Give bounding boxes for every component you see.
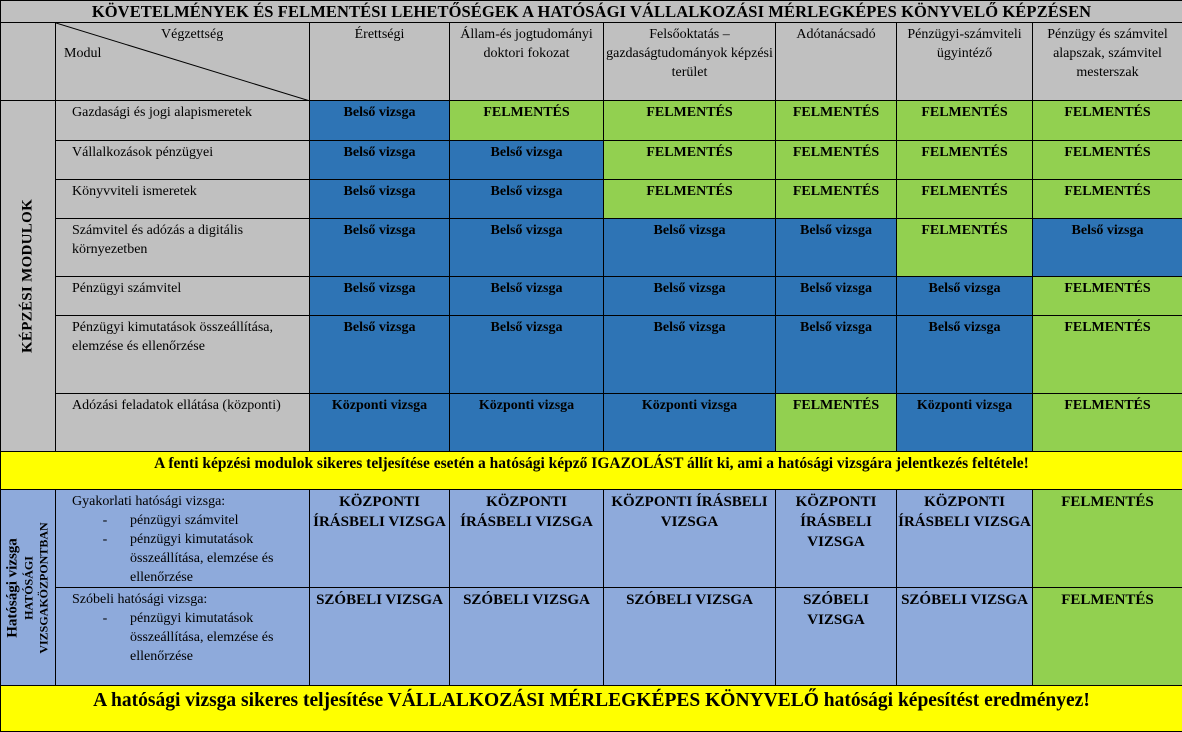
header-corner-bottom-label: Modul <box>64 44 101 63</box>
oral-exam-description <box>56 588 310 686</box>
column-header-felsooktatas: Felsőoktatás – gazdaságtudományok képzési terület <box>604 23 776 101</box>
requirement-cell: Belső vizsga <box>604 316 776 394</box>
exam-requirement-cell: SZÓBELI VIZSGA <box>776 588 897 686</box>
requirement-cell: FELMENTÉS <box>604 101 776 141</box>
requirement-cell: Belső vizsga <box>450 180 604 219</box>
requirement-cell: Központi vizsga <box>310 394 450 452</box>
result-notice: A hatósági vizsga sikeres teljesítése VÁLLALKOZÁSI MÉRLEGKÉPES KÖNYVELŐ hatósági képesítést eredményez! <box>1 686 1182 732</box>
requirement-cell: Központi vizsga <box>897 394 1033 452</box>
requirement-cell: FELMENTÉS <box>897 101 1033 141</box>
exam-bullet: - pénzügyi kimutatások összeállítása, elemzése és ellenőrzése <box>72 530 303 587</box>
requirement-cell: FELMENTÉS <box>897 180 1033 219</box>
exam-requirement-cell: KÖZPONTI ÍRÁSBELI VIZSGA <box>776 490 897 588</box>
requirement-cell: Belső vizsga <box>310 141 450 180</box>
header-corner-top-label: Végzettség <box>161 25 223 44</box>
exam-requirement-cell: SZÓBELI VIZSGA <box>897 588 1033 686</box>
requirement-cell: FELMENTÉS <box>776 394 897 452</box>
exam-requirement-cell: KÖZPONTI ÍRÁSBELI VIZSGA <box>450 490 604 588</box>
training-modules-side-label-cell <box>1 101 56 452</box>
requirement-cell: Belső vizsga <box>897 277 1033 316</box>
training-modules-side-label: KÉPZÉSI MODULOK <box>19 199 38 353</box>
module-name: Könyvviteli ismeretek <box>56 180 310 219</box>
requirement-cell: FELMENTÉS <box>1033 316 1182 394</box>
table-title: KÖVETELMÉNYEK ÉS FELMENTÉSI LEHETŐSÉGEK A HATÓSÁGI VÁLLALKOZÁSI MÉRLEGKÉPES KÖNYVELŐ KÉPZÉSEN <box>1 1 1182 23</box>
requirement-cell: Belső vizsga <box>450 141 604 180</box>
requirement-cell: FELMENTÉS <box>1033 180 1182 219</box>
requirement-cell: Központi vizsga <box>604 394 776 452</box>
column-header-penzugyi-szamviteli: Pénzügyi-számviteli ügyintéző <box>897 23 1033 101</box>
requirement-cell: Belső vizsga <box>450 277 604 316</box>
requirement-cell: FELMENTÉS <box>776 101 897 141</box>
official-exam-side-label-cell <box>1 490 56 686</box>
requirement-cell: Belső vizsga <box>897 316 1033 394</box>
exam-requirement-cell: KÖZPONTI ÍRÁSBELI VIZSGA <box>897 490 1033 588</box>
requirement-cell: Belső vizsga <box>310 316 450 394</box>
exam-bullet: - pénzügyi számvitel <box>72 511 303 530</box>
column-header-allam-jogtudomanyi: Állam-és jogtudományi doktori fokozat <box>450 23 604 101</box>
requirement-cell: FELMENTÉS <box>776 180 897 219</box>
requirement-cell: Belső vizsga <box>776 316 897 394</box>
requirement-cell: FELMENTÉS <box>604 141 776 180</box>
requirement-cell: Belső vizsga <box>310 180 450 219</box>
exam-requirement-cell: KÖZPONTI ÍRÁSBELI VIZSGA <box>604 490 776 588</box>
requirement-cell: Központi vizsga <box>450 394 604 452</box>
requirement-cell: Belső vizsga <box>604 219 776 277</box>
requirement-cell: FELMENTÉS <box>1033 101 1182 141</box>
column-header-erettsegi: Érettségi <box>310 23 450 101</box>
exam-requirement-cell: SZÓBELI VIZSGA <box>450 588 604 686</box>
module-name: Számvitel és adózás a digitális környezetben <box>56 219 310 277</box>
header-blank-cell <box>1 23 56 101</box>
module-name: Adózási feladatok ellátása (központi) <box>56 394 310 452</box>
exam-requirement-cell: SZÓBELI VIZSGA <box>310 588 450 686</box>
requirement-cell: FELMENTÉS <box>450 101 604 141</box>
requirement-cell: Belső vizsga <box>604 277 776 316</box>
exam-requirement-cell: FELMENTÉS <box>1033 588 1182 686</box>
column-header-penzugy-szamvitel-szak: Pénzügy és számvitel alapszak, számvitel mesterszak <box>1033 23 1182 101</box>
module-name: Pénzügyi számvitel <box>56 277 310 316</box>
exam-title: Szóbeli hatósági vizsga: <box>72 590 303 609</box>
requirement-cell: Belső vizsga <box>1033 219 1182 277</box>
exam-requirement-cell: FELMENTÉS <box>1033 490 1182 588</box>
requirement-cell: Belső vizsga <box>450 219 604 277</box>
exam-requirement-cell: KÖZPONTI ÍRÁSBELI VIZSGA <box>310 490 450 588</box>
requirement-cell: Belső vizsga <box>310 101 450 141</box>
exam-bullet: - pénzügyi kimutatások összeállítása, elemzése és ellenőrzése <box>72 609 303 666</box>
requirement-cell: FELMENTÉS <box>604 180 776 219</box>
requirement-cell: FELMENTÉS <box>1033 394 1182 452</box>
requirement-cell: Belső vizsga <box>310 277 450 316</box>
practical-exam-description <box>56 490 310 588</box>
module-name: Vállalkozások pénzügyei <box>56 141 310 180</box>
module-name: Pénzügyi kimutatások összeállítása, elemzése és ellenőrzése <box>56 316 310 394</box>
requirement-cell: Belső vizsga <box>776 219 897 277</box>
requirement-cell: FELMENTÉS <box>1033 277 1182 316</box>
requirement-cell: FELMENTÉS <box>776 141 897 180</box>
certificate-notice: A fenti képzési modulok sikeres teljesítése esetén a hatósági képző IGAZOLÁST állít ki, ami a hatósági vizsgára jelentkezés feltétele! <box>1 452 1182 490</box>
requirement-cell: Belső vizsga <box>450 316 604 394</box>
requirement-cell: FELMENTÉS <box>1033 141 1182 180</box>
header-corner-cell <box>56 23 310 101</box>
requirement-cell: Belső vizsga <box>310 219 450 277</box>
exam-requirement-cell: SZÓBELI VIZSGA <box>604 588 776 686</box>
exam-title: Gyakorlati hatósági vizsga: <box>72 492 303 511</box>
requirement-cell: FELMENTÉS <box>897 219 1033 277</box>
module-name: Gazdasági és jogi alapismeretek <box>56 101 310 141</box>
column-header-adotanacsado: Adótanácsadó <box>776 23 897 101</box>
requirement-cell: FELMENTÉS <box>897 141 1033 180</box>
requirement-cell: Belső vizsga <box>776 277 897 316</box>
official-exam-side-label: Hatósági vizsga HATÓSÁGI VIZSGAKÖZPONTBAN <box>5 522 52 653</box>
